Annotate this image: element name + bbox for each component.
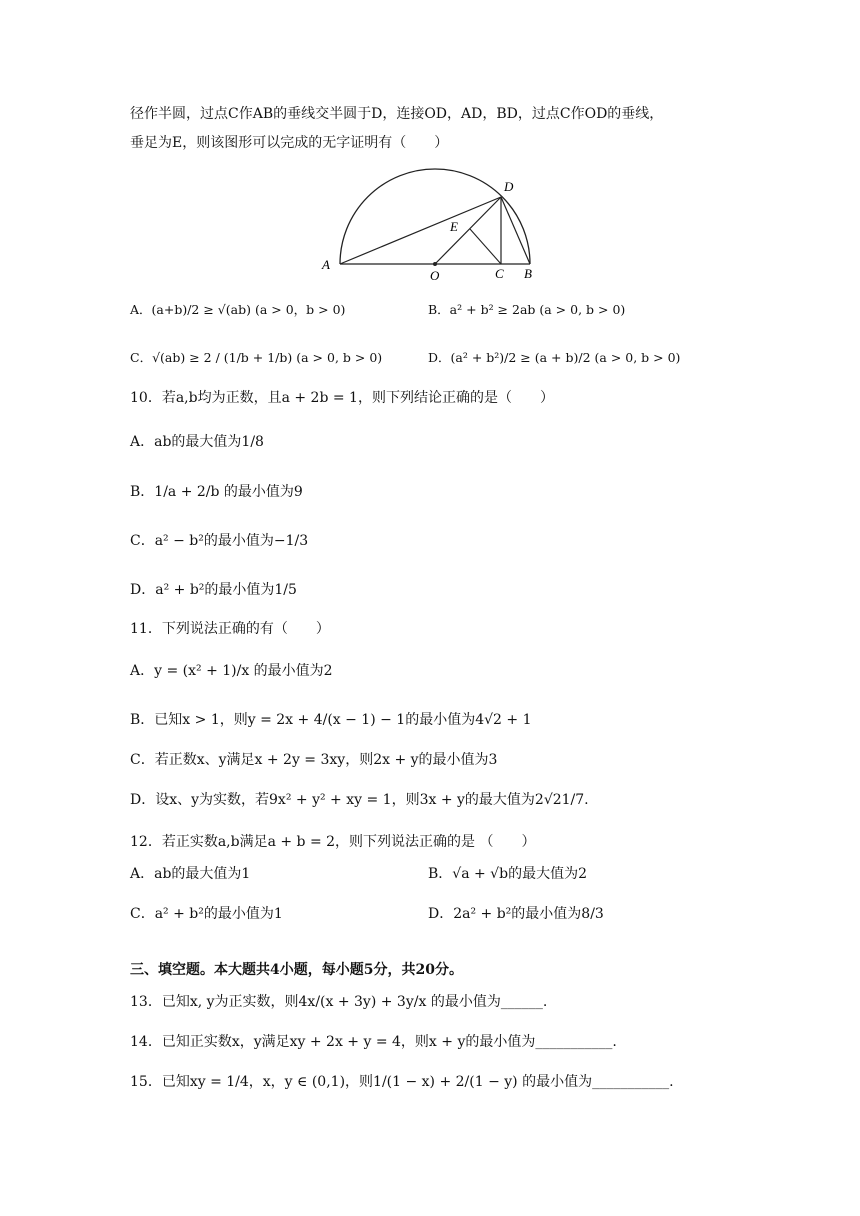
q10-option-b: B．1/a + 2/b 的最小值为9 <box>130 484 303 500</box>
q10-option-d: D．a² + b²的最小值为1/5 <box>130 582 297 598</box>
q11-stem: 11．下列说法正确的有（ ） <box>130 621 330 637</box>
label-b: B <box>524 266 532 281</box>
segment-ad <box>340 197 501 264</box>
label-d: D <box>504 179 514 194</box>
q9-option-a: A．(a+b)/2 ≥ √(ab) (a > 0，b > 0) <box>130 302 346 317</box>
segment-od <box>435 197 501 264</box>
segment-ce <box>470 229 501 264</box>
center-point <box>433 262 437 266</box>
q14-text: 14．已知正实数x，y满足xy + 2x + y = 4，则x + y的最小值为___________. <box>130 1034 617 1050</box>
label-e: E <box>450 219 458 234</box>
q12-stem: 12．若正实数a,b满足a + b = 2，则下列说法正确的是 （ ） <box>130 834 536 850</box>
label-a: A <box>322 257 330 272</box>
intro-line-1: 径作半圆，过点C作AB的垂线交半圆于D，连接OD，AD，BD，过点C作OD的垂线， <box>130 106 664 122</box>
q13-text: 13．已知x, y为正实数，则4x/(x + 3y) + 3y/x 的最小值为______. <box>130 994 548 1010</box>
q12-option-d: D．2a² + b²的最小值为8/3 <box>428 906 604 922</box>
q10-option-c: C．a² − b²的最小值为−1/3 <box>130 533 309 549</box>
q12-option-c: C．a² + b²的最小值为1 <box>130 906 283 922</box>
q11-option-b: B．已知x > 1，则y = 2x + 4/(x − 1) − 1的最小值为4√2 + 1 <box>130 712 532 728</box>
segment-bd <box>501 197 530 264</box>
intro-line-2: 垂足为E，则该图形可以完成的无字证明有（ ） <box>130 135 449 151</box>
q10-stem: 10．若a,b均为正数，且a + 2b = 1，则下列结论正确的是（ ） <box>130 390 554 406</box>
q11-option-c: C．若正数x、y满足x + 2y = 3xy，则2x + y的最小值为3 <box>130 752 498 768</box>
q12-option-b: B．√a + √b的最大值为2 <box>428 866 587 882</box>
semicircle-figure <box>310 168 560 288</box>
label-c: C <box>495 266 504 281</box>
section-3-heading: 三、填空题。本大题共4小题，每小题5分，共20分。 <box>130 962 463 978</box>
q15-text: 15．已知xy = 1/4，x，y ∈ (0,1)，则1/(1 − x) + 2/(1 − y) 的最小值为___________. <box>130 1074 674 1090</box>
label-o: O <box>430 268 440 283</box>
q9-option-d: D．(a² + b²)/2 ≥ (a + b)/2 (a > 0, b > 0) <box>428 350 681 365</box>
q11-option-d: D．设x、y为实数，若9x² + y² + xy = 1，则3x + y的最大值为2√21/7. <box>130 792 589 808</box>
q9-option-b: B．a² + b² ≥ 2ab (a > 0, b > 0) <box>428 302 626 317</box>
q9-option-c: C．√(ab) ≥ 2 / (1/b + 1/b) (a > 0, b > 0) <box>130 350 383 365</box>
q12-option-a: A．ab的最大值为1 <box>130 866 251 882</box>
q11-option-a: A．y = (x² + 1)/x 的最小值为2 <box>130 663 333 679</box>
q10-option-a: A．ab的最大值为1/8 <box>130 434 264 450</box>
